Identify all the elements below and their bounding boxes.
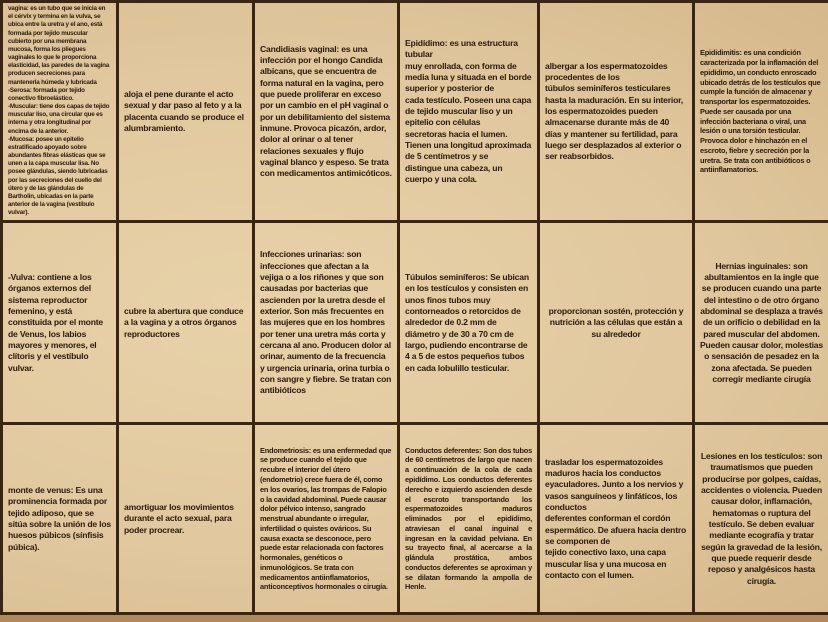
cell-vulva-function: cubre la abertura que conduce a la vagina y a otros órganos reproductores [118,222,254,424]
cell-urinary-infections: Infecciones urinarias: son infecciones que afectan a la vejiga o a los riñones y que son causadas por bacterias que ascienden por la uretra desde el exterior. Son más frecuentes en las mujeres que en los hombres por tener una uretra más corta y cercana al ano. Producen dolor al orinar, aumento de la frecuencia y urgencia urinaria, orina turbia o con sangre y fiebre. Se tratan con antibióticos [254,222,399,424]
cell-mons-pubis-function: amortiguar los movimientos durante el acto sexual, para poder procrear. [118,424,254,614]
cell-vas-deferens-function: trasladar los espermatozoides maduros hacia los conductos eyaculadores. Junto a los nervios y vasos sanguíneos y linfáticos, los conductos deferentes conforman el cordón espermático. De afuera hacia dentro se componen de tejido conectivo laxo, una capa muscular lisa y una mucosa en contacto con el lumen. [539,424,694,614]
cell-epididymis-function: albergar a los espermatozoides procedentes de los túbulos seminíferos testiculares hasta la maduración. En su interior, los espermatozoides pueden almacenarse durante más de 40 días y mantener su fertilidad, para luego ser desplazados al exterior o ser reabsorbidos. [539,2,694,222]
table-row [2,2,828,222]
cell-vagina-structure: vagina: es un tubo que se inicia en el cérvix y termina en la vulva, se ubica entre la uretra y el ano, está formada por tejido muscular cubierto por una membrana mucosa, forma los pliegues vaginales lo que le proporciona elasticidad, las paredes de la vagina producen secreciones para mantenerla húmeda y lubricada -Serosa: formada por tejido conectivo fibroelástico. -Muscular: tiene dos capas de tejido muscular liso, una circular que es interna y otra longitudinal por encima de la anterior. -Mucosa: posee un epitelio estratificado apoyado sobre abundantes fibras elásticas que se unen a la capa muscular lisa. No posee glándulas, siendo lubricadas por las secreciones del cuello del útero y de las glándulas de Bartholin, ubicadas en la parte anterior de la vagina (vestíbulo vulvar). [2,2,118,222]
cell-testicular-injuries: Lesiones en los testículos: son traumatismos que pueden producirse por golpes, caídas, accidentes o violencia. Pueden causar dolor, inflamación, hematomas o ruptura del testículo. Se deben evaluar mediante ecografía y tratar según la gravedad de la lesión, que puede requerir desde reposo y analgésicos hasta cirugía. [694,424,828,614]
cell-mons-pubis-structure: monte de venus: Es una prominencia formada por tejido adiposo, que se sitúa sobre la unión de los huesos púbicos (sínfisis púbica). [2,424,118,614]
cell-inguinal-hernia: Hernias inguinales: son abultamientos en la ingle que se producen cuando una parte del intestino o de otro órgano abdominal se desplaza a través de un orificio o debilidad en la pared muscular del abdomen. Pueden causar dolor, molestias o sensación de pesadez en la zona afectada. Se pueden corregir mediante cirugía [694,222,828,424]
cell-epididymis-structure: Epidídimo: es una estructura tubular muy enrollada, con forma de media luna y situada en el borde superior y posterior de cada testículo. Poseen una capa de tejido muscular liso y un epitelio con células secretoras hacia el lumen. Tienen una longitud aproximada de 5 centímetros y se distingue una cabeza, un cuerpo y una cola. [399,2,539,222]
cell-epididymitis: Epididimitis: es una condición caracterizada por la inflamación del epidídimo, un conducto enroscado ubicado detrás de los testículos que cumple la función de almacenar y transportar los espermatozoides. Puede ser causada por una infección bacteriana o viral, una lesión o una torsión testicular. Provoca dolor e hinchazón en el escroto, fiebre y secreción por la uretra. Se trata con antibióticos o antiinflamatorios. [694,2,828,222]
table-row [2,222,828,424]
table-row [2,424,828,614]
cell-endometriosis: Endometriosis: es una enfermedad que se produce cuando el tejido que recubre el interior del útero (endometrio) crece fuera de él, como en los ovarios, las trompas de Falopio o la cavidad abdominal. Puede causar dolor pélvico intenso, sangrado menstrual abundante o irregular, infertilidad o quistes ováricos. Su causa exacta se desconoce, pero puede estar relacionada con factores hormonales, genéticos o inmunológicos. Se trata con medicamentos antiinflamatorios, anticonceptivos hormonales o cirugía. [254,424,399,614]
cell-vas-deferens-structure: Conductos deferentes: Son dos tubos de 60 centímetros de largo que nacen a continuación de la cola de cada epidídimo. Los conductos deferentes derecho e izquierdo ascienden desde el escroto transportando los espermatozoides maduros eliminados por el epidídimo, atraviesan el canal inguinal e ingresan en la cavidad pelviana. En su trayecto final, al acercarse a la glándula prostática, ambos conductos deferentes se aproximan y se dilatan formando la ampolla de Henle. [399,424,539,614]
cell-candidiasis: Candidiasis vaginal: es una infección por el hongo Candida albicans, que se encuentra de forma natural en la vagina, pero que puede proliferar en exceso por un cambio en el pH vaginal o por un debilitamiento del sistema inmune. Provoca picazón, ardor, dolor al orinar o al tener relaciones sexuales y flujo vaginal blanco y espeso. Se trata con medicamentos antimicóticos. [254,2,399,222]
bottom-edge [0,615,828,622]
cell-seminiferous-tubules: Túbulos seminíferos: Se ubican en los testículos y consisten en unos finos tubos muy contorneados o retorcidos de alrededor de 0.2 mm de diámetro y de 30 a 70 cm de largo, pudiendo encontrarse de 4 a 5 de estos pequeños tubos en cada lobulillo testicular. [399,222,539,424]
cell-vagina-function: aloja el pene durante el acto sexual y dar paso al feto y a la placenta cuando se produce el alumbramiento. [118,2,254,222]
cell-tubules-function: proporcionan sostén, protección y nutrición a las células que están a su alrededor [539,222,694,424]
cell-vulva-structure: -Vulva: contiene a los órganos externos del sistema reproductor femenino, y está constituida por el monte de Venus, los labios mayores y menores, el clítoris y el vestíbulo vulvar. [2,222,118,424]
